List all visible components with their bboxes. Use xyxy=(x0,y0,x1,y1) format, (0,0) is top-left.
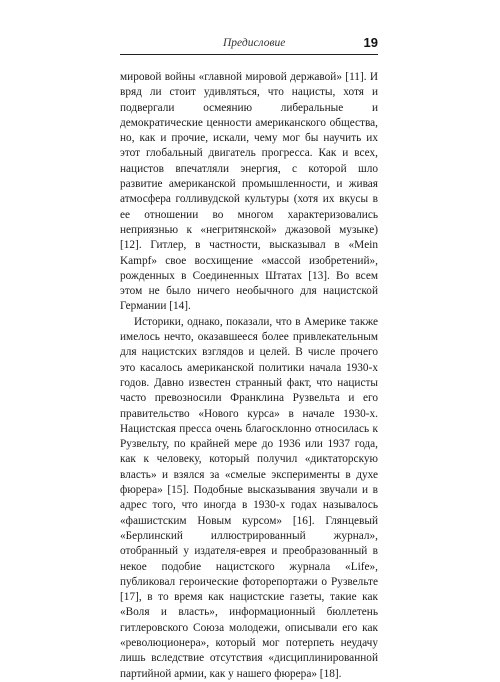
page-number: 19 xyxy=(363,35,378,50)
paragraph: Историки, однако, показали, что в Америке также имелось нечто, оказавшееся более привлекательным для нацистских взглядов и целей. В числе прочего это касалось американской политики начала 1930-х годов. Давно известен странный факт, что нацисты часто превозносили Франклина Рузвельта и его правительство «Нового курса» в начале 1930-х. Нацистская пресса очень благосклонно относилась к Рузвельту, по крайней мере до 1936 или 1937 года, как к человеку, который получил «диктаторскую власть» и взялся за «смелые эксперименты в духе фюрера» [15]. Подобные высказывания звучали и в адрес того, что иногда в 1930-х годах называлось «фашистским Новым курсом» [16]. Глянцевый «Берлинский иллюстрированный журнал», отобранный у издателя-еврея и преобразованный в некое подобие нацистского журнала «Life», публиковал героические фоторепортажи о Рузвельте [17], в то время как нацистские газеты, такие как «Воля и власть», информационный бюллетень гитлеровского Союза молодежи, описывали его как «революционера», который мог потерпеть неудачу лишь вследствие отсутствия «дисциплинированной партийной армии, как у нашего фюрера» [18]. xyxy=(120,315,378,680)
book-page xyxy=(120,34,378,682)
paragraph-continued: мировой войны «главной мировой державой» [11]. И вряд ли стоит удивляться, что нацисты, хотя и подвергали осмеянию либеральные и демократические ценности американского общества, но, как и прочие, искали, чему мог бы научить их этот глобальный двигатель прогресса. Как и всех, нацистов впечатляли энергия, с которой шло развитие американской промышленности, и живая атмосфера голливудской культуры (хотя их вкусы в ее отношении во многом характеризовались неприязнью к «негритянской» джазовой музыке) [12]. Гитлер, в частности, высказывал в «Mein Kampf» свое восхищение «массой изобретений», рожденных в Соединенных Штатах [13]. Во всем этом не было ничего необычного для нацистской Германии [14]. xyxy=(120,71,378,313)
body-text xyxy=(120,70,378,682)
section-title: Предисловие xyxy=(223,37,286,49)
running-header xyxy=(120,34,378,55)
